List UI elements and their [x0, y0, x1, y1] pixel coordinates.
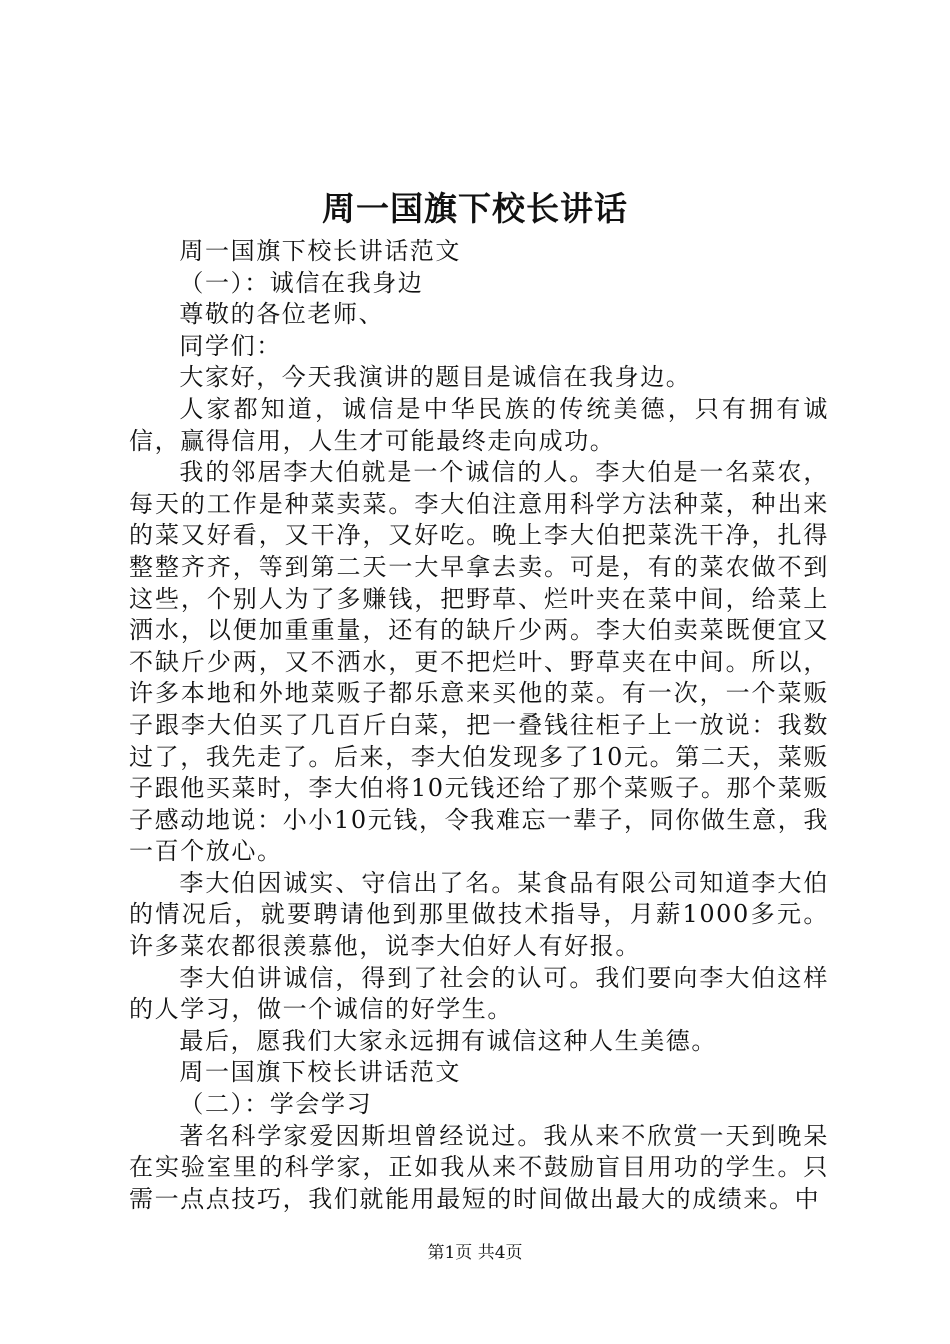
paragraph-einstein-quote: 著名科学家爱因斯坦曾经说过。我从来不欣赏一天到晚呆在实验室里的科学家，正如我从来不鼓励盲目用功的学生。只需一点点技巧，我们就能用最短的时间做出最大的成绩来。中: [129, 1121, 829, 1213]
paragraph-subtitle-two: 周一国旗下校长讲话范文: [179, 1058, 461, 1087]
paragraph-lesson: 李大伯讲诚信，得到了社会的认可。我们要向李大伯这样的人学习，做一个诚信的好学生。: [129, 963, 829, 1024]
paragraph-subtitle: 周一国旗下校长讲话范文: [179, 237, 461, 265]
document-title: 周一国旗下校长讲话: [322, 189, 628, 228]
paragraph-reputation: 李大伯因诚实、守信出了名。某食品有限公司知道李大伯的情况后，就要聘请他到那里做技术指导，月薪1000多元。许多菜农都很羡慕他，说李大伯好人有好报。: [129, 868, 829, 961]
paragraph-neighbor-story: 我的邻居李大伯就是一个诚信的人。李大伯是一名菜农，每天的工作是种菜卖菜。李大伯注意用科学方法种菜，种出来的菜又好看，又干净，又好吃。晚上李大伯把菜洗干净，扎得整整齐齐，等到第二天一大早拿去卖。可是，有的菜农做不到这些，个别人为了多赚钱，把野草、烂叶夹在菜中间，给菜上洒水，以便加重重量，还有的缺斤少两。李大伯卖菜既便宜又不缺斤少两，又不洒水，更不把烂叶、野草夹在中间。所以，许多本地和外地菜贩子都乐意来买他的菜。有一次，一个菜贩子跟李大伯买了几百斤白菜，把一叠钱往柜子上一放说：我数过了，我先走了。后来，李大伯发现多了10元。第二天，菜贩子跟他买菜时，李大伯将10元钱还给了那个菜贩子。那个菜贩子感动地说：小小10元钱，令我难忘一辈子，同你做生意，我一百个放心。: [129, 458, 829, 866]
page-footer: 第1页 共4页: [427, 1243, 523, 1263]
paragraph-salutation-students: 同学们：: [179, 331, 282, 360]
paragraph-greeting: 大家好，今天我演讲的题目是诚信在我身边。: [179, 363, 692, 392]
paragraph-section-two-heading: （二）：学会学习: [179, 1090, 373, 1119]
paragraph-closing: 最后，愿我们大家永远拥有诚信这种人生美德。: [179, 1026, 717, 1055]
paragraph-salutation-teachers: 尊敬的各位老师、: [179, 300, 385, 329]
paragraph-integrity-intro: 人家都知道，诚信是中华民族的传统美德，只有拥有诚信，赢得信用，人生才可能最终走向成功。: [129, 394, 829, 455]
document-body: [129, 236, 829, 1215]
paragraph-section-one-heading: （一）：诚信在我身边: [179, 268, 424, 297]
